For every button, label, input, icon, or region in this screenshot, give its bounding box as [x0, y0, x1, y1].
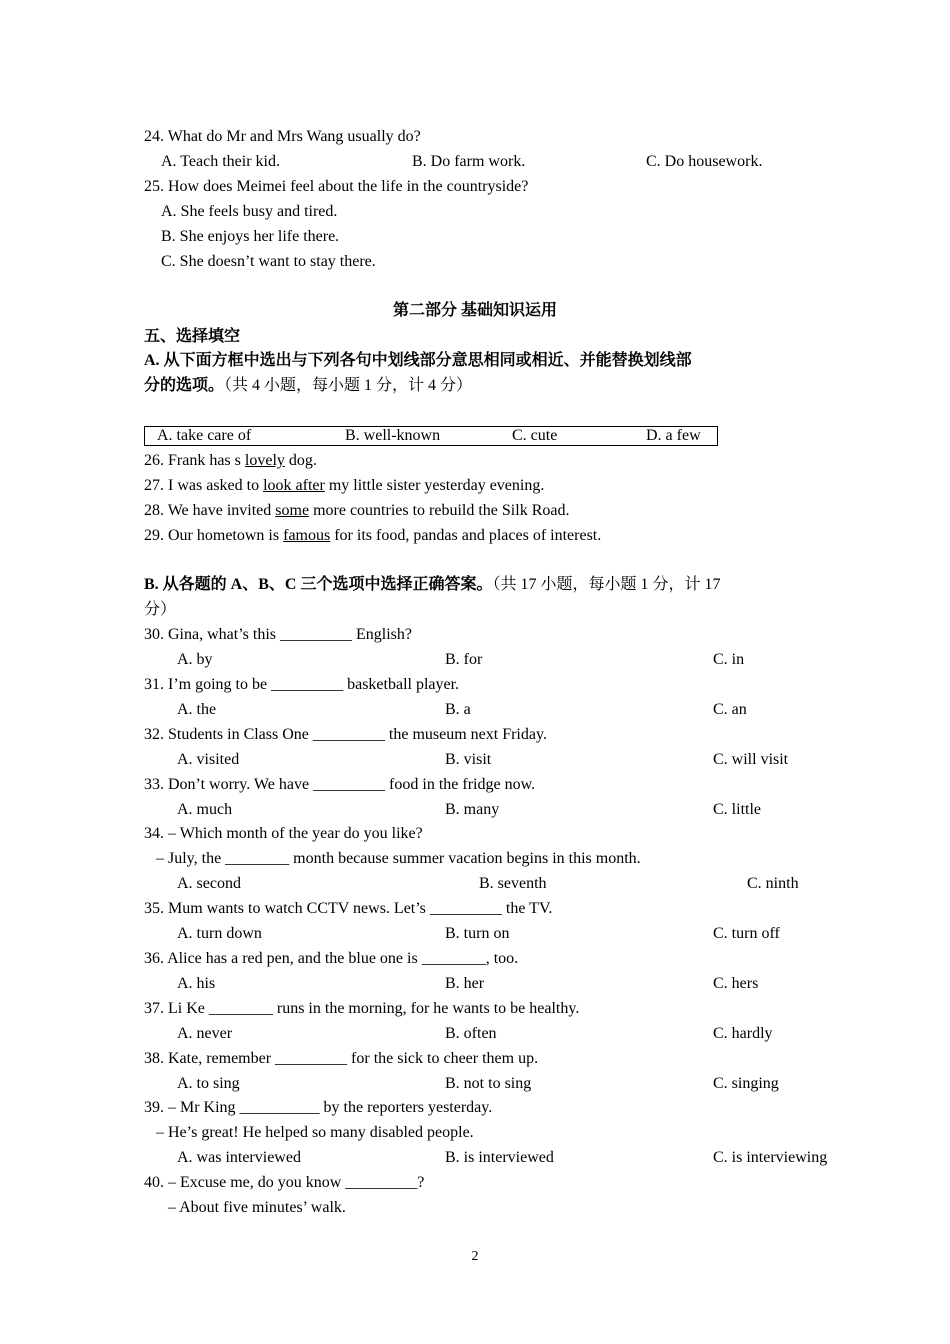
page-number: 2 [471, 1249, 479, 1264]
question-32-option-b: B. visit [445, 751, 492, 768]
question-39-stem-2: – He’s great! He helped so many disabled people. [156, 1124, 474, 1141]
q29-underlined: famous [283, 527, 331, 544]
section-a-label: A. [144, 352, 160, 369]
q28-pre: 28. We have invited [144, 502, 276, 519]
question-31-stem: 31. I’m going to be _________ basketball player. [144, 676, 460, 693]
question-33-option-b: B. many [445, 801, 500, 818]
question-31-option-a: A. the [177, 701, 217, 718]
question-37-stem: 37. Li Ke ________ runs in the morning, for he wants to be healthy. [144, 1000, 580, 1017]
question-24-option-b: B. Do farm work. [412, 153, 526, 170]
section-b-text: 从各题的 A、B、C 三个选项中选择正确答案。 [158, 576, 493, 593]
question-39-option-c: C. is interviewing [713, 1149, 828, 1166]
question-38-option-c: C. singing [713, 1075, 779, 1092]
question-35-option-b: B. turn on [445, 925, 510, 942]
section-a-text-2: 分的选项。 [144, 377, 225, 394]
question-35-stem: 35. Mum wants to watch CCTV news. Let’s _________ the TV. [144, 900, 553, 917]
question-34-option-a: A. second [177, 875, 241, 892]
question-36-option-c: C. hers [713, 975, 759, 992]
question-34-option-c: C. ninth [747, 875, 799, 892]
q26-pre: 26. Frank has s [144, 452, 245, 469]
question-25-option-b: B. She enjoys her life there. [161, 228, 340, 245]
question-29 [144, 526, 601, 546]
question-33-option-c: C. little [713, 801, 761, 818]
question-24-option-c: C. Do housework. [646, 153, 763, 170]
question-40-stem: 40. – Excuse me, do you know _________? [144, 1174, 425, 1191]
section-b-score-2: 分） [144, 601, 177, 618]
section-a-score: （共 4 小题，每小题 1 分，计 4 分） [224, 377, 473, 394]
word-bank-option-a: A. take care of [157, 427, 252, 444]
question-38-option-b: B. not to sing [445, 1075, 532, 1092]
question-38-stem: 38. Kate, remember _________ for the sick to cheer them up. [144, 1050, 539, 1067]
question-39-option-a: A. was interviewed [177, 1149, 301, 1166]
part-two-title: 第二部分 基础知识运用 [392, 302, 557, 319]
question-33-option-a: A. much [177, 801, 233, 818]
question-34-stem-2: – July, the ________ month because summer vacation begins in this month. [156, 850, 641, 867]
question-33-stem: 33. Don’t worry. We have _________ food in the fridge now. [144, 776, 536, 793]
question-37-option-b: B. often [445, 1025, 497, 1042]
q27-post: my little sister yesterday evening. [324, 477, 545, 494]
q28-underlined: some [275, 502, 310, 519]
question-25-option-a: A. She feels busy and tired. [161, 203, 338, 220]
question-26 [144, 451, 317, 471]
section-a-instruction-line2 [144, 376, 472, 396]
word-bank-option-d: D. a few [646, 427, 701, 444]
q27-pre: 27. I was asked to [144, 477, 264, 494]
question-39-option-b: B. is interviewed [445, 1149, 554, 1166]
question-25-option-c: C. She doesn’t want to stay there. [161, 253, 376, 270]
question-31-option-b: B. a [445, 701, 471, 718]
question-30-option-c: C. in [713, 651, 745, 668]
question-35-option-a: A. turn down [177, 925, 262, 942]
question-38-option-a: A. to sing [177, 1075, 240, 1092]
question-34-option-b: B. seventh [479, 875, 547, 892]
question-34-stem: 34. – Which month of the year do you like? [144, 825, 423, 842]
q28-post: more countries to rebuild the Silk Road. [309, 502, 570, 519]
section-b-label: B. [144, 576, 159, 593]
question-30-option-a: A. by [177, 651, 213, 668]
word-bank-option-c: C. cute [512, 427, 558, 444]
word-bank-option-b: B. well-known [345, 427, 441, 444]
question-31-option-c: C. an [713, 701, 747, 718]
question-32-option-c: C. will visit [713, 751, 789, 768]
question-37-option-a: A. never [177, 1025, 233, 1042]
question-39-stem: 39. – Mr King __________ by the reporters yesterday. [144, 1099, 493, 1116]
question-24-stem: 24. What do Mr and Mrs Wang usually do? [144, 128, 421, 145]
q26-underlined: lovely [244, 452, 285, 469]
section-a-instruction-line1 [144, 351, 692, 371]
question-30-stem: 30. Gina, what’s this _________ English? [144, 626, 412, 643]
question-36-option-a: A. his [177, 975, 216, 992]
question-32-option-a: A. visited [177, 751, 240, 768]
question-37-option-c: C. hardly [713, 1025, 773, 1042]
q26-post: dog. [284, 452, 317, 469]
question-32-stem: 32. Students in Class One _________ the museum next Friday. [144, 726, 547, 743]
section-five-heading: 五、选择填空 [144, 328, 241, 345]
question-28 [144, 501, 569, 521]
q27-underlined: look after [263, 477, 325, 494]
section-b-score-1: （共 17 小题，每小题 1 分，计 17 [492, 576, 721, 593]
section-b-instruction-line1 [144, 575, 720, 595]
question-40-stem-2: – About five minutes’ walk. [168, 1199, 346, 1216]
question-36-option-b: B. her [445, 975, 485, 992]
question-27 [144, 476, 544, 496]
question-35-option-c: C. turn off [713, 925, 780, 942]
question-36-stem: 36. Alice has a red pen, and the blue one is ________, too. [144, 950, 519, 967]
question-24-option-a: A. Teach their kid. [161, 153, 280, 170]
section-a-text-1: 从下面方框中选出与下列各句中划线部分意思相同或相近、并能替换划线部 [159, 352, 692, 369]
q29-pre: 29. Our hometown is [144, 527, 284, 544]
question-30-option-b: B. for [445, 651, 483, 668]
q29-post: for its food, pandas and places of interest. [330, 527, 602, 544]
question-25-stem: 25. How does Meimei feel about the life in the countryside? [144, 178, 529, 195]
